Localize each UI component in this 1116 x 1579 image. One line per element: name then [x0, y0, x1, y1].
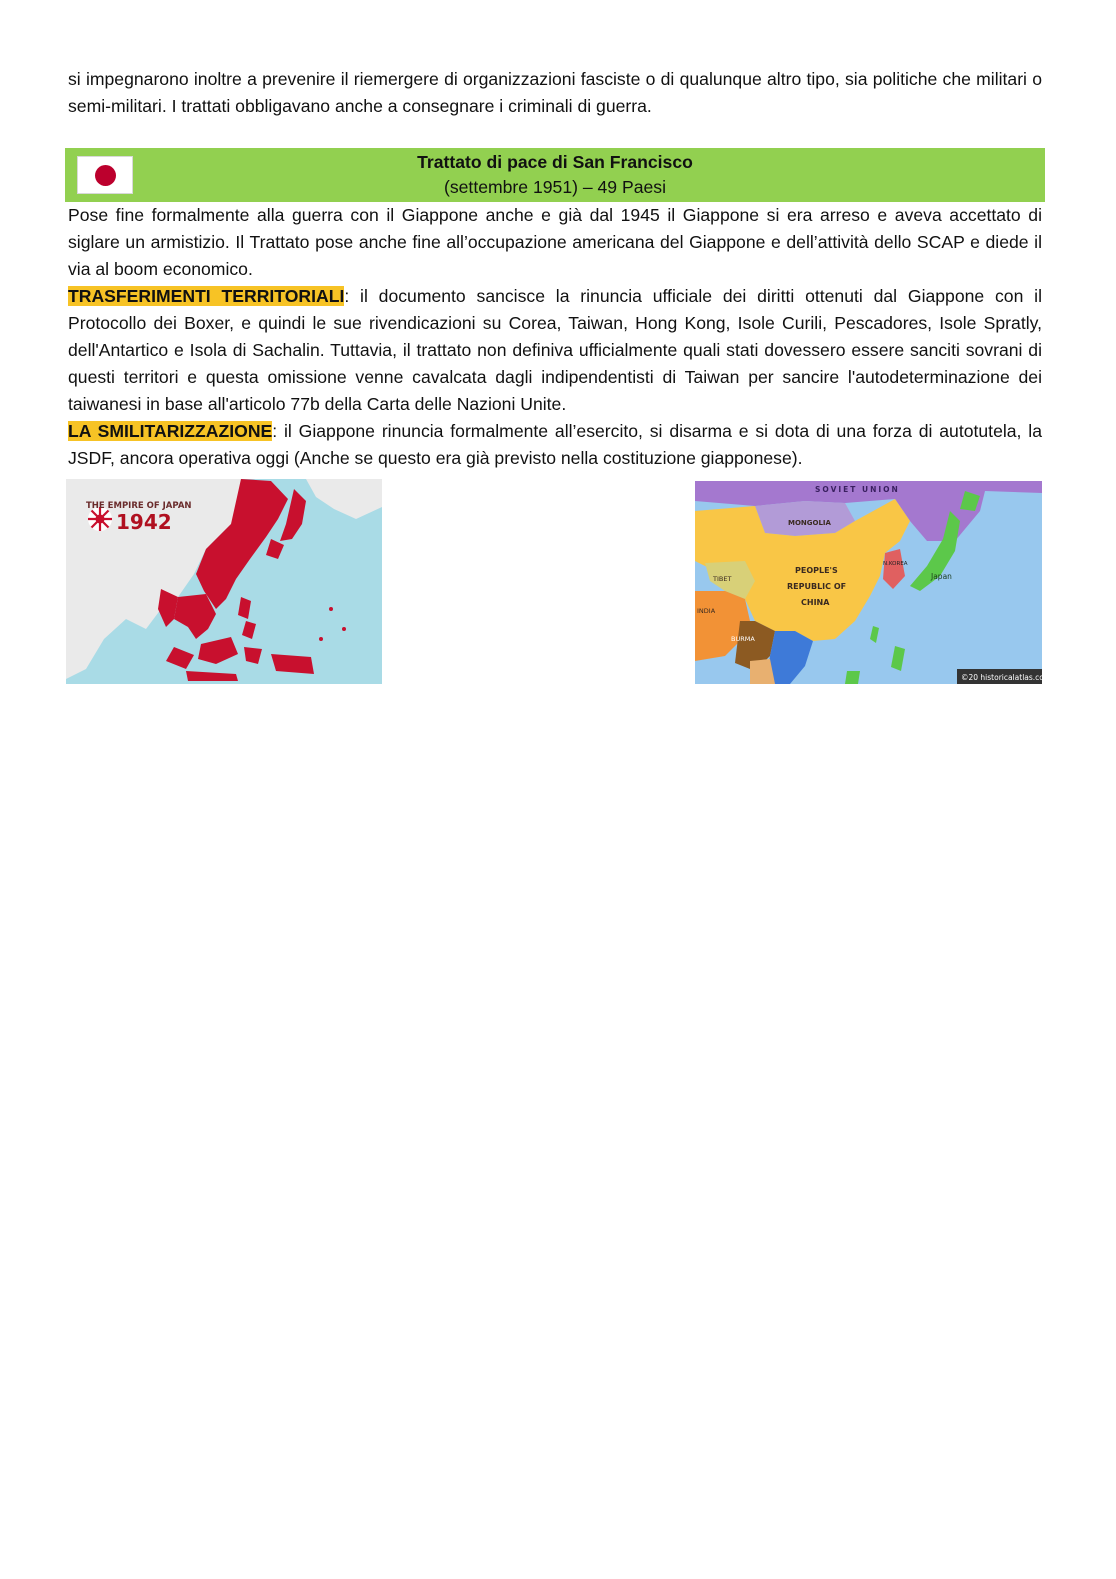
intro-paragraph: si impegnarono inoltre a prevenire il riemergere di organizzazioni fasciste o di qualunque altro tipo, sia politiche che militari o semi-militari. I trattati obbligavano anche a consegnare i criminali di guerra. [68, 69, 1042, 116]
paragraph-end-of-war: Pose fine formalmente alla guerra con il Giappone anche e già dal 1945 il Giappone si era arreso e aveva accettato di siglare un armistizio. Il Trattato pose anche fine all’occupazione americana del Giappone e dell’attività dello SCAP e diede il via al boom economico. [68, 205, 1042, 279]
label-prc-line2: REPUBLIC OF [787, 582, 847, 591]
label-prc-line1: PEOPLE'S [795, 566, 838, 575]
asia-1951-map [695, 481, 1052, 684]
label-burma: BURMA [731, 635, 755, 643]
label-tibet: TIBET [713, 575, 732, 583]
label-india: INDIA [697, 607, 716, 615]
demilitarization-heading: LA SMILITARIZZAZIONE [68, 421, 273, 441]
label-soviet-union: SOVIET UNION [815, 485, 900, 494]
label-prc-line3: CHINA [801, 598, 830, 607]
banner-title: Trattato di pace di San Francisco [417, 152, 693, 172]
label-korea: N.KOREA [883, 561, 908, 567]
map-year-label: 1942 [116, 510, 172, 534]
territorial-heading: TRASFERIMENTI TERRITORIALI [68, 286, 345, 306]
demilitarization-text: : il Giappone rinuncia formalmente all’esercito, si disarma e si dota di una forza di autotutela, la JSDF, ancora operativa oggi (Anche se questo era già previsto nella costituzione giapponese). [68, 421, 1042, 468]
treaty-banner [65, 148, 1045, 202]
treaty-body [68, 202, 1042, 472]
empire-of-japan-map [66, 479, 382, 684]
territorial-text: : il documento sancisce la rinuncia ufficiale dei diritti ottenuti dal Giappone con il Protocollo dei Boxer, e quindi le sue rivendicazioni su Corea, Taiwan, Hong Kong, Isole Curili, Pescadores, Isole Spratly, dell'Antartico e Isola di Sachalin. Tuttavia, il trattato non definiva ufficialmente quali stati dovessero essere sanciti sovrani di questi territori e questa omissione venne cavalcata dagli indipendentisti di Taiwan per sancire l'autodeterminazione dei taiwanesi in base all'articolo 77b della Carta delle Nazioni Unite. [68, 286, 1042, 414]
map-watermark: ©20 historicalatlas.com [961, 673, 1052, 682]
label-japan: Japan [931, 572, 952, 581]
banner-subtitle: (settembre 1951) – 49 Paesi [443, 177, 666, 197]
label-mongolia: MONGOLIA [788, 519, 831, 527]
map-caption-empire: THE EMPIRE OF JAPAN [86, 501, 192, 511]
